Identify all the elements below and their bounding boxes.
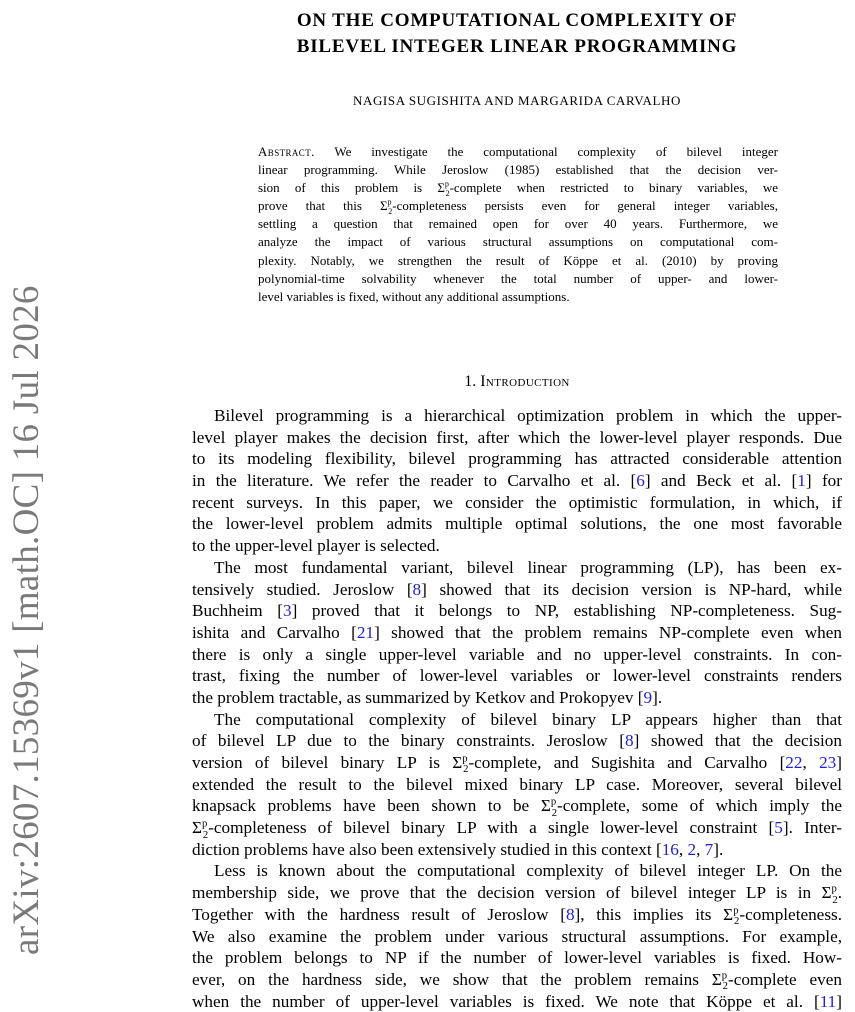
- citation-link[interactable]: 21: [356, 622, 375, 642]
- title-line: BILEVEL INTEGER LINEAR PROGRAMMING: [296, 36, 738, 57]
- section-title: Introduction: [480, 373, 570, 390]
- sigma-2-p-symbol: $\Sigma^p_2$: [711, 969, 728, 993]
- citation-link[interactable]: 11: [819, 991, 837, 1011]
- citation-link[interactable]: 23: [819, 753, 837, 772]
- body-line: Bilevel programming is a hierarchical optimization problem in which the upper-: [214, 406, 842, 425]
- section-heading: [180, 373, 854, 391]
- sigma-2-p-symbol: $\Sigma^p_2$: [540, 796, 558, 819]
- title-line: ON THE COMPUTATIONAL COMPLEXITY OF: [296, 10, 738, 31]
- body-line: in the literature. We refer the reader to Carvalho et al. [6] and Beck et al. [1] for: [192, 471, 842, 491]
- abstract-line: linear programming. While Jeroslow (1985) established that the decision ver-: [258, 162, 778, 178]
- citation-link[interactable]: 8: [412, 579, 422, 599]
- body-line: ishita and Carvalho [21] showed that the problem remains NP-complete even when: [192, 622, 842, 642]
- body-line: membership side, we prove that the decision version of bilevel integer LP is in $\Sigma^p_2$.: [192, 883, 842, 906]
- paper-title: [180, 8, 854, 60]
- abstract: [258, 143, 778, 306]
- abstract-line: level variables is fixed, without any additional assumptions.: [258, 288, 570, 304]
- body-line: The most fundamental variant, bilevel linear programming (LP), has been ex-: [214, 557, 842, 577]
- body-line: diction problems have also been extensively studied in this context [16, 2, 7].: [192, 839, 724, 859]
- sigma-2-p-symbol: $\Sigma^p_2$: [723, 904, 740, 928]
- citation-link[interactable]: 5: [774, 818, 783, 838]
- body-line: Together with the hardness result of Jeroslow [8], this implies its $\Sigma^p_2$-completeness.: [192, 904, 842, 928]
- body-line: extended the result to the bilevel mixed binary LP case. Moreover, several bilevel: [192, 774, 842, 794]
- body-line: The computational complexity of bilevel binary LP appears higher than that: [214, 709, 842, 729]
- citation-link[interactable]: 9: [643, 687, 653, 707]
- body-line: We also examine the problem under various structural assumptions. For example,: [192, 926, 842, 946]
- body-line: the problem belongs to NP if the number of lower-level variables is fixed. How-: [192, 948, 842, 968]
- citation-link[interactable]: 7: [704, 839, 714, 859]
- sigma-2-p-symbol: $\Sigma^p_2$: [821, 883, 838, 906]
- body-line: Buchheim [3] proved that it belongs to NP, establishing NP-completeness. Sug-: [192, 601, 842, 621]
- citation-link[interactable]: 2: [687, 839, 697, 859]
- body-line: the lower-level problem admits multiple optimal solutions, the one most favorable: [192, 514, 842, 534]
- arxiv-identifier: arXiv:2607.15369v1 [math.OC] 16 Jul 2026: [6, 285, 47, 955]
- body-line: of bilevel LP due to the binary constraints. Jeroslow [8] showed that the decision: [192, 731, 842, 751]
- sigma-2-p-symbol: $\Sigma^p_2$: [452, 753, 469, 776]
- body-line: recent surveys. In this paper, we consider the optimistic formulation, in which, if: [192, 492, 842, 512]
- section-number: 1.: [464, 373, 477, 390]
- body-line: $\Sigma^p_2$-completeness of bilevel binary LP with a single lower-level constraint [5]. Inter-: [192, 818, 842, 841]
- body-line: level player makes the decision first, after which the lower-level player responds. Due: [192, 427, 842, 447]
- body-line: when the number of upper-level variables is fixed. We note that Köppe et al. [11]: [192, 991, 842, 1011]
- body-line: there is only a single upper-level variable and no upper-level constraints. In con-: [192, 644, 842, 664]
- citation-link[interactable]: 1: [797, 471, 806, 491]
- body-line: to its modeling flexibility, bilevel programming has attracted considerable attention: [192, 449, 842, 469]
- abstract-line: prove that this $\Sigma^p_2$-completeness persists even for general integer variables,: [258, 197, 778, 216]
- sigma-2-p-symbol: $\Sigma^p_2$: [379, 197, 393, 216]
- abstract-line: Abstract. We investigate the computational complexity of bilevel integer: [258, 144, 778, 159]
- body-line: Less is known about the computational complexity of bilevel integer LP. On the: [214, 861, 842, 881]
- abstract-line: sion of this problem is $\Sigma^p_2$-complete when restricted to binary variables, we: [258, 179, 778, 198]
- body-line: tensively studied. Jeroslow [8] showed that its decision version is NP-hard, while: [192, 579, 842, 599]
- citation-link[interactable]: 16: [661, 839, 679, 859]
- abstract-line: analyze the impact of various structural assumptions on computational com-: [258, 234, 778, 250]
- body-line: ever, on the hardness side, we show that the problem remains $\Sigma^p_2$-complete even: [192, 969, 842, 993]
- body-line: trast, fixing the number of lower-level variables or lower-level constraints renders: [192, 666, 842, 686]
- paper-authors: NAGISA SUGISHITA AND MARGARIDA CARVALHO: [352, 93, 682, 108]
- abstract-line: polynomial-time solvability whenever the total number of upper- and lower-: [258, 270, 778, 286]
- citation-link[interactable]: 3: [282, 601, 292, 621]
- body-line: to the upper-level player is selected.: [192, 536, 440, 556]
- citation-link[interactable]: 6: [636, 471, 645, 491]
- abstract-label: Abstract.: [258, 144, 315, 159]
- abstract-line: settling a question that remained open for over 40 years. Furthermore, we: [258, 216, 778, 232]
- citation-link[interactable]: 22: [785, 753, 803, 772]
- body-line: knapsack problems have been shown to be $\Sigma^p_2$-complete, some of which imply the: [192, 796, 842, 819]
- body-line: version of bilevel binary LP is $\Sigma^p_2$-complete, and Sugishita and Carvalho [22, 23]: [192, 753, 842, 776]
- citation-link[interactable]: 8: [624, 731, 634, 751]
- body-line: the problem tractable, as summarized by Ketkov and Prokopyev [9].: [192, 687, 663, 707]
- citation-link[interactable]: 8: [565, 904, 575, 924]
- sigma-2-p-symbol: $\Sigma^p_2$: [437, 179, 450, 198]
- abstract-line: plexity. Notably, we strengthen the result of Köppe et al. (2010) by proving: [258, 252, 778, 268]
- body-text: [192, 405, 842, 1012]
- sigma-2-p-symbol: $\Sigma^p_2$: [192, 818, 209, 841]
